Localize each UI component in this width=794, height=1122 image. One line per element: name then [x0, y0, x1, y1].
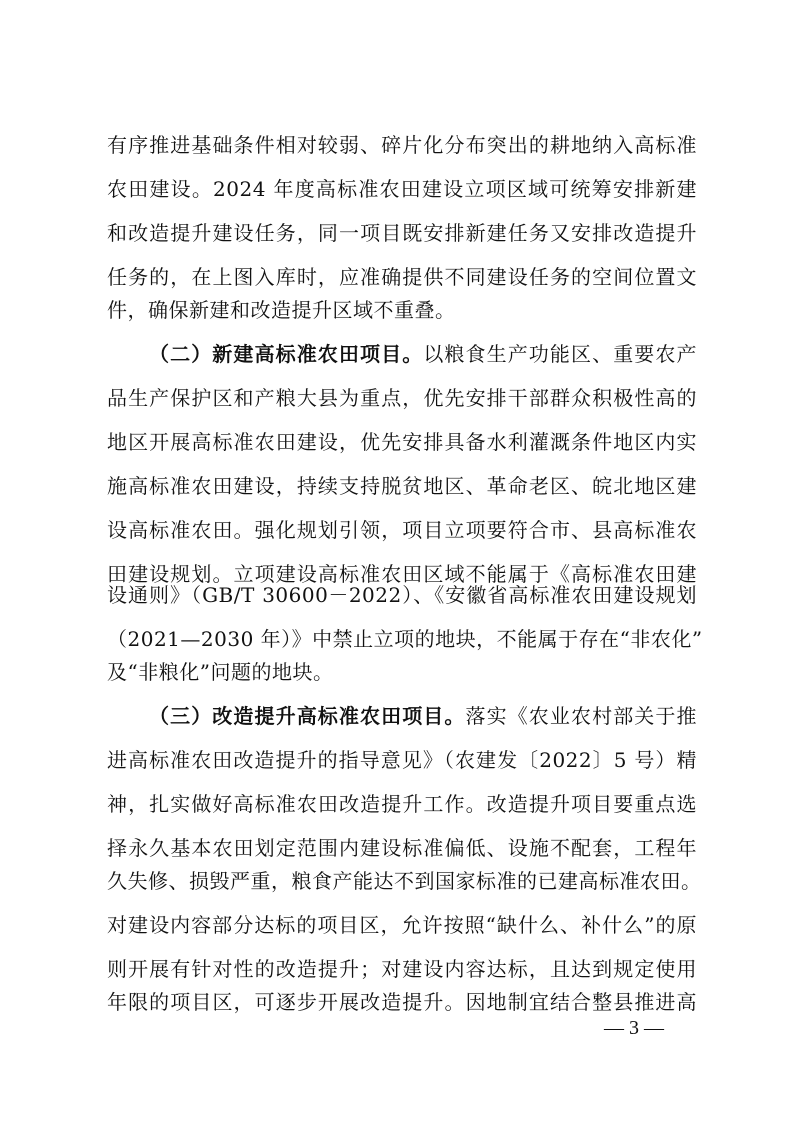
paragraph-line: 农田建设。2024 年度高标准农田建设立项区域可统筹安排新建	[107, 177, 697, 201]
section-2-first-line	[149, 332, 697, 376]
section-2-heading: （二）新建高标准农田项目。	[149, 342, 424, 366]
paragraph-line: 神，扎实做好高标准农田改造提升工作。改造提升项目要重点选	[107, 792, 697, 816]
paragraph-line: 择永久基本农田划定范围内建设标准偏低、设施不配套，工程年	[107, 836, 697, 860]
paragraph-line: 及“非粮化”问题的地块。	[107, 660, 334, 684]
paragraph-line: 任务的，在上图入库时，应准确提供不同建设任务的空间位置文	[107, 265, 697, 289]
section-3-first-line	[149, 694, 697, 738]
section-2-first-line-text: 以粮食生产功能区、重要农产	[423, 342, 698, 366]
paragraph-line: 施高标准农田建设，持续支持脱贫地区、革命老区、皖北地区建	[107, 474, 697, 498]
paragraph-line: 和改造提升建设任务，同一项目既安排新建任务又安排改造提升	[107, 221, 697, 245]
paragraph-line: 久失修、损毁严重，粮食产能达不到国家标准的已建高标准农田。	[107, 869, 702, 893]
paragraph-line: 地区开展高标准农田建设，优先安排具备水利灌溉条件地区内实	[107, 430, 697, 454]
paragraph-line: 田建设规划。立项建设高标准农田区域不能属于《高标准农田建	[107, 562, 697, 586]
paragraph-line: 则开展有针对性的改造提升；对建设内容达标，且达到规定使用	[107, 957, 697, 981]
paragraph-line: （2021—2030 年）》中禁止立项的地块，不能属于存在“非农化”	[107, 627, 703, 651]
paragraph-line: 设高标准农田。强化规划引领，项目立项要符合市、县高标准农	[107, 518, 697, 542]
paragraph-line: 年限的项目区，可逐步开展改造提升。因地制宜结合整县推进高	[107, 990, 697, 1014]
paragraph-line: 设通则》（GB/T 30600－2022）、《安徽省高标准农田建设规划	[107, 583, 697, 607]
section-3-heading: （三）改造提升高标准农田项目。	[149, 704, 466, 728]
paragraph-line: 对建设内容部分达标的项目区，允许按照“缺什么、补什么”的原	[107, 913, 697, 937]
page-number: — 3 —	[604, 1017, 664, 1039]
section-3-first-line-text: 落实《农业农村部关于推	[465, 704, 697, 728]
paragraph-line: 进高标准农田改造提升的指导意见》（农建发〔2022〕5 号）精	[107, 748, 697, 772]
paragraph-line: 有序推进基础条件相对较弱、碎片化分布突出的耕地纳入高标准	[107, 133, 697, 157]
paragraph-line: 品生产保护区和产粮大县为重点，优先安排干部群众积极性高的	[107, 386, 697, 410]
paragraph-line: 件，确保新建和改造提升区域不重叠。	[107, 298, 456, 322]
